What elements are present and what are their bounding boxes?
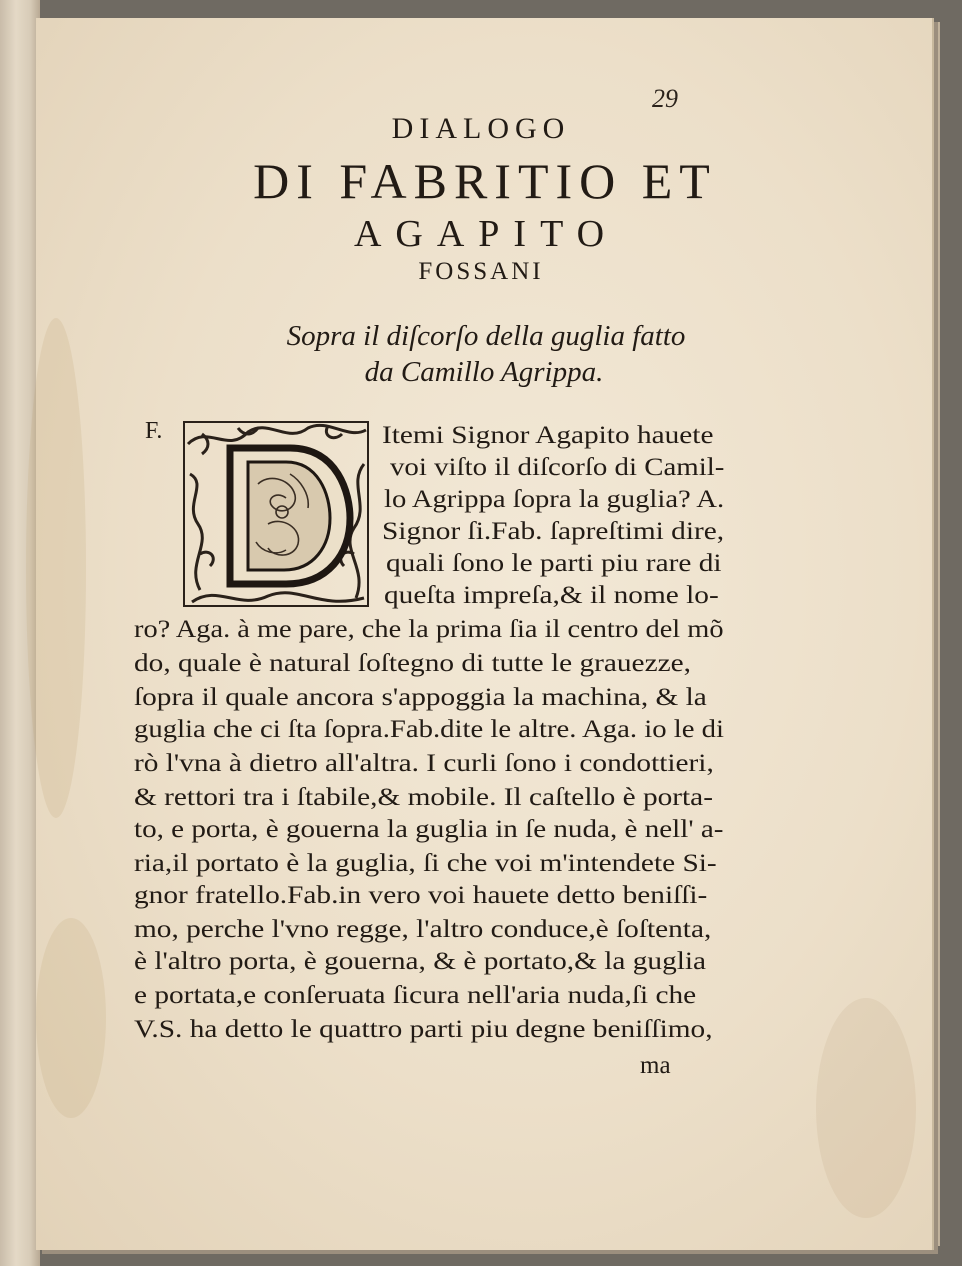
text-line: ro? Aga. à me pare, che la prima ſia il centro del mõ xyxy=(134,614,724,643)
text-line: Itemi Signor Agapito hauete xyxy=(382,420,714,449)
text-line: ſopra il quale ancora s'appoggia la machina, & la xyxy=(134,682,707,711)
text-line: quali ſono le parti piu rare di xyxy=(386,548,722,577)
catchword: ma xyxy=(640,1052,671,1079)
paper-stain xyxy=(36,918,106,1118)
text-line: è l'altro porta, è gouerna, & è portato,& la guglia xyxy=(134,946,707,975)
title-line-1: DIALOGO xyxy=(391,112,571,145)
title-line-4: FOSSANI xyxy=(418,258,544,285)
title-line-3: AGAPITO xyxy=(353,213,619,255)
text-line: Signor ſi.Fab. ſapreſtimi dire, xyxy=(382,516,725,545)
speaker-label: F. xyxy=(145,418,163,444)
text-line: & rettori tra i ſtabile,& mobile. Il caſtello è porta- xyxy=(134,782,713,811)
decorated-initial-d-icon xyxy=(178,414,374,614)
text-line: gnor fratello.Fab.in vero voi hauete detto beniſſi- xyxy=(134,880,708,909)
paper-stain xyxy=(26,318,86,818)
text-line: guglia che ci ſta ſopra.Fab.dite le altre. Aga. io le di xyxy=(134,714,724,743)
subtitle-line-1: Sopra il diſcorſo della guglia fatto xyxy=(286,320,686,352)
initial-letter-shape xyxy=(230,448,350,584)
text-line: ria,il portato è la guglia, ſi che voi m'intendete Si- xyxy=(134,848,717,877)
text-line: e portata,e conſeruata ſicura nell'aria nuda,ſi che xyxy=(134,980,697,1009)
page-number: 29 xyxy=(652,84,678,113)
text-line: voi viſto il diſcorſo di Camil- xyxy=(390,452,725,481)
paper-stain xyxy=(816,998,916,1218)
text-line: queſta impreſa,& il nome lo- xyxy=(384,580,719,609)
title-line-2: DI FABRITIO ET xyxy=(253,153,717,209)
text-line: lo Agrippa ſopra la guglia? A. xyxy=(384,484,725,513)
text-line: mo, perche l'vno regge, l'altro conduce,è ſoſtenta, xyxy=(134,914,712,943)
text-line: rò l'vna à dietro all'altra. I curli ſono i condottieri, xyxy=(134,748,714,777)
text-line: do, quale è natural ſoſtegno di tutte le grauezze, xyxy=(134,648,691,677)
subtitle-line-2: da Camillo Agrippa. xyxy=(364,356,604,388)
text-line: to, e porta, è gouerna la guglia in ſe nuda, è nell' a- xyxy=(134,814,724,843)
text-line: V.S. ha detto le quattro parti piu degne beniſſimo, xyxy=(134,1014,713,1043)
